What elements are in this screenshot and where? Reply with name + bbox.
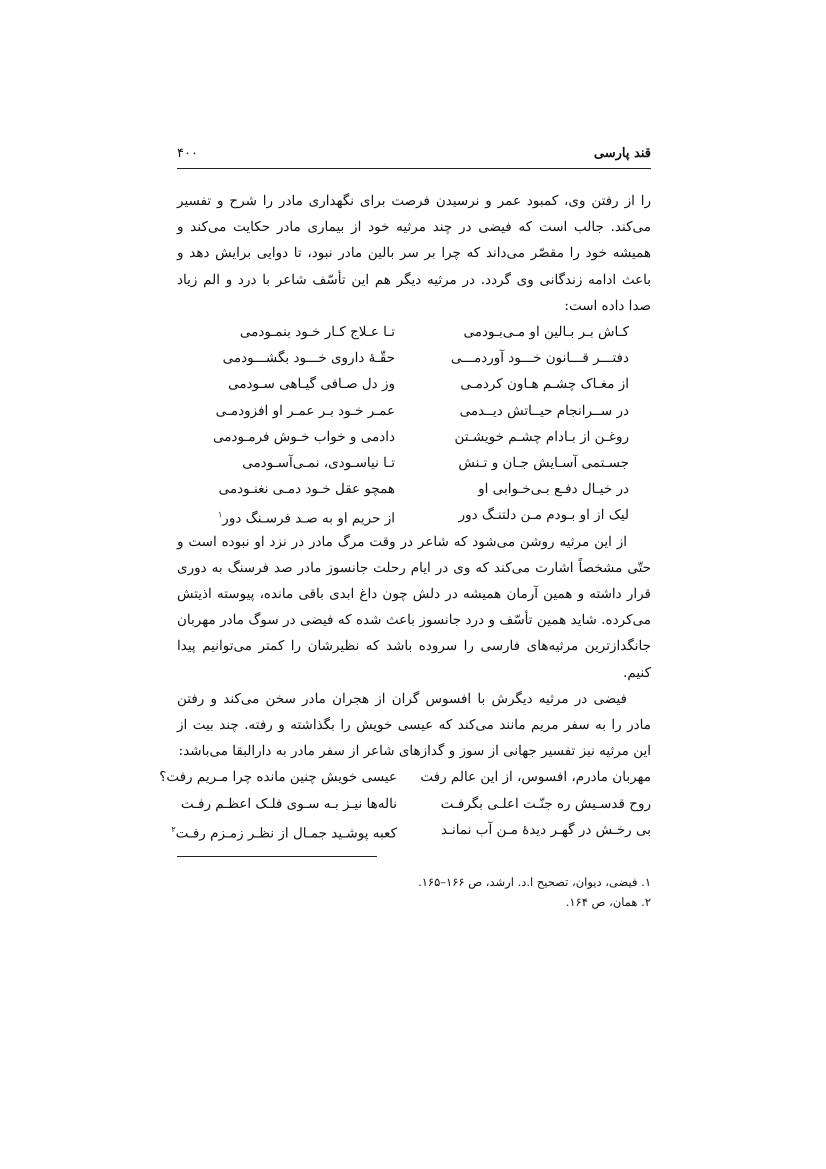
footnote-2: ۲. همان، ص ۱۶۴. bbox=[565, 895, 651, 909]
couplet bbox=[177, 371, 651, 397]
book-title: قند پارسی bbox=[593, 146, 651, 161]
elegy-poem-2 bbox=[159, 764, 651, 843]
couplet bbox=[171, 817, 651, 843]
hemistich-left: وز دل صـافی گیـاهی سـودمی bbox=[228, 376, 395, 393]
hemistich-right: روح قدسـیش ره جنّـت اعلـی بگرفـت bbox=[440, 795, 651, 812]
hemistich-right: در خیـال دفـع بـی‌خـوابی او bbox=[478, 481, 629, 498]
footnote-marker: ۱ bbox=[218, 510, 223, 520]
running-header bbox=[177, 142, 651, 169]
elegy-poem-1 bbox=[177, 319, 651, 529]
hemistich-text: از حریم او به صـد فرسـنگ دور bbox=[222, 510, 395, 527]
couplet bbox=[177, 791, 651, 817]
hemistich-left: تـا نیاسـودی، نمـی‌آسـودمی bbox=[242, 454, 395, 471]
hemistich-right: از مغـاک چشـم هـاون کردمـی bbox=[460, 376, 629, 393]
hemistich-right: دفتـــر قـــانون خـــود آوردمـــی bbox=[450, 350, 629, 367]
couplet bbox=[177, 319, 651, 345]
hemistich-left: دادمی و خواب خـوش فرمـودمی bbox=[212, 428, 395, 445]
hemistich-right: روغـن از بـادام چشـم خویشـتن bbox=[454, 428, 629, 445]
paragraph: فیضی در مرثیه دیگرش با افسوس گران از هجران مادر سخن می‌کند و رفتن مادر را به سفر مریم مانند می‌کند که عیسی خویش را بگذاشته و رفته. چند بیت از این مرثیه نیز تفسیر جهانی از سوز و گدازهای شاعر از سفر مادر به دارالبقا می‌باشد: bbox=[177, 690, 651, 760]
hemistich-right: بی رخـش در گهـر دیدهٔ مـن آب نمانـد bbox=[441, 821, 651, 838]
hemistich-text: کعبه پوشـید جمـال از نظـر زمـزم رفـت bbox=[175, 825, 397, 842]
hemistich-left: عمـر خـود بـر عمـر او افزودمـی bbox=[215, 402, 395, 419]
couplet bbox=[177, 345, 651, 371]
hemistich-left: عیسی خویش چنین مانده چرا مـریم رفت؟ bbox=[159, 769, 397, 786]
page-body bbox=[159, 188, 651, 843]
hemistich-left: ناله‌ها نیـز بـه سـوی فلـک اعظـم رفـت bbox=[180, 795, 397, 812]
hemistich-left: همچو عقل خـود دمـی نغنـودمی bbox=[218, 481, 395, 498]
hemistich-left: حقّـهٔ داروی خـــود بگشـــودمی bbox=[222, 350, 395, 367]
couplet bbox=[177, 424, 651, 450]
footnote-marker: ۲ bbox=[171, 824, 176, 834]
footnote-1: ۱. فیضی، دیوان، تصحیح ا.د. ارشد، ص ۱۶۶–۱۶۵. bbox=[418, 875, 651, 889]
page-number: ۴۰۰ bbox=[177, 146, 198, 161]
couplet bbox=[177, 450, 651, 476]
hemistich-left bbox=[171, 817, 397, 843]
hemistich-right: جسـتمی آسـایش جـان و تـنش bbox=[458, 454, 629, 471]
couplet bbox=[177, 398, 651, 424]
couplet bbox=[159, 764, 651, 790]
paragraph: از این مرثیه روشن می‌شود که شاعر در وقت مرگ مادر در نزد او نبوده است و حتّی مشخصاً اشارت می‌کند که وی در ایام رحلت جانسوز مادر صد فرسنگ به دوری قرار داشته و همین آرمان همیشه در دلش چون داغ ابدی باقی مانده، پیوسته اذیتش می‌کرده. شاید همین تأسّف و درد جانسوز باعث شده که فیضی در سوگ مادر مهربان جانگدازترین مرثیه‌های فارسی را سروده باشد که نظیرشان را کمتر می‌توانیم پیدا کنیم. bbox=[177, 533, 651, 681]
hemistich-right: مهربان مادرم، افسوس، از این عالم رفت bbox=[420, 769, 651, 786]
couplet bbox=[177, 502, 651, 528]
hemistich-left: تـا عـلاج کـار خـود بنمـودمی bbox=[239, 324, 395, 341]
hemistich-right: کـاش بـر بـالین او مـی‌بـودمی bbox=[463, 324, 629, 341]
footnotes bbox=[418, 872, 651, 912]
paragraph: را از رفتن وی، کمبود عمر و نرسیدن فرصت برای نگهداری مادر را شرح و تفسیر می‌کند. جالب است که فیضی در چند مرثیه خود از بیماری مادر حکایت می‌کند و همیشه خود را مقصّر می‌داند که چرا بر سر بالین مادر نبود، تا دوایی برایش دهد و باعث ادامه زندگانی وی گردد. در مرثیه دیگر هم این تأسّف شاعر با درد و الم زیاد صدا داده است: bbox=[177, 193, 651, 314]
couplet bbox=[177, 476, 651, 502]
footnote-separator bbox=[177, 856, 377, 857]
book-page bbox=[159, 0, 651, 1169]
hemistich-right: در ســرانجام حیــاتش دیــدمی bbox=[459, 402, 629, 419]
hemistich-left bbox=[199, 502, 395, 528]
hemistich-right: لیک از او بـودم مـن دلتنـگ دور bbox=[458, 507, 629, 524]
